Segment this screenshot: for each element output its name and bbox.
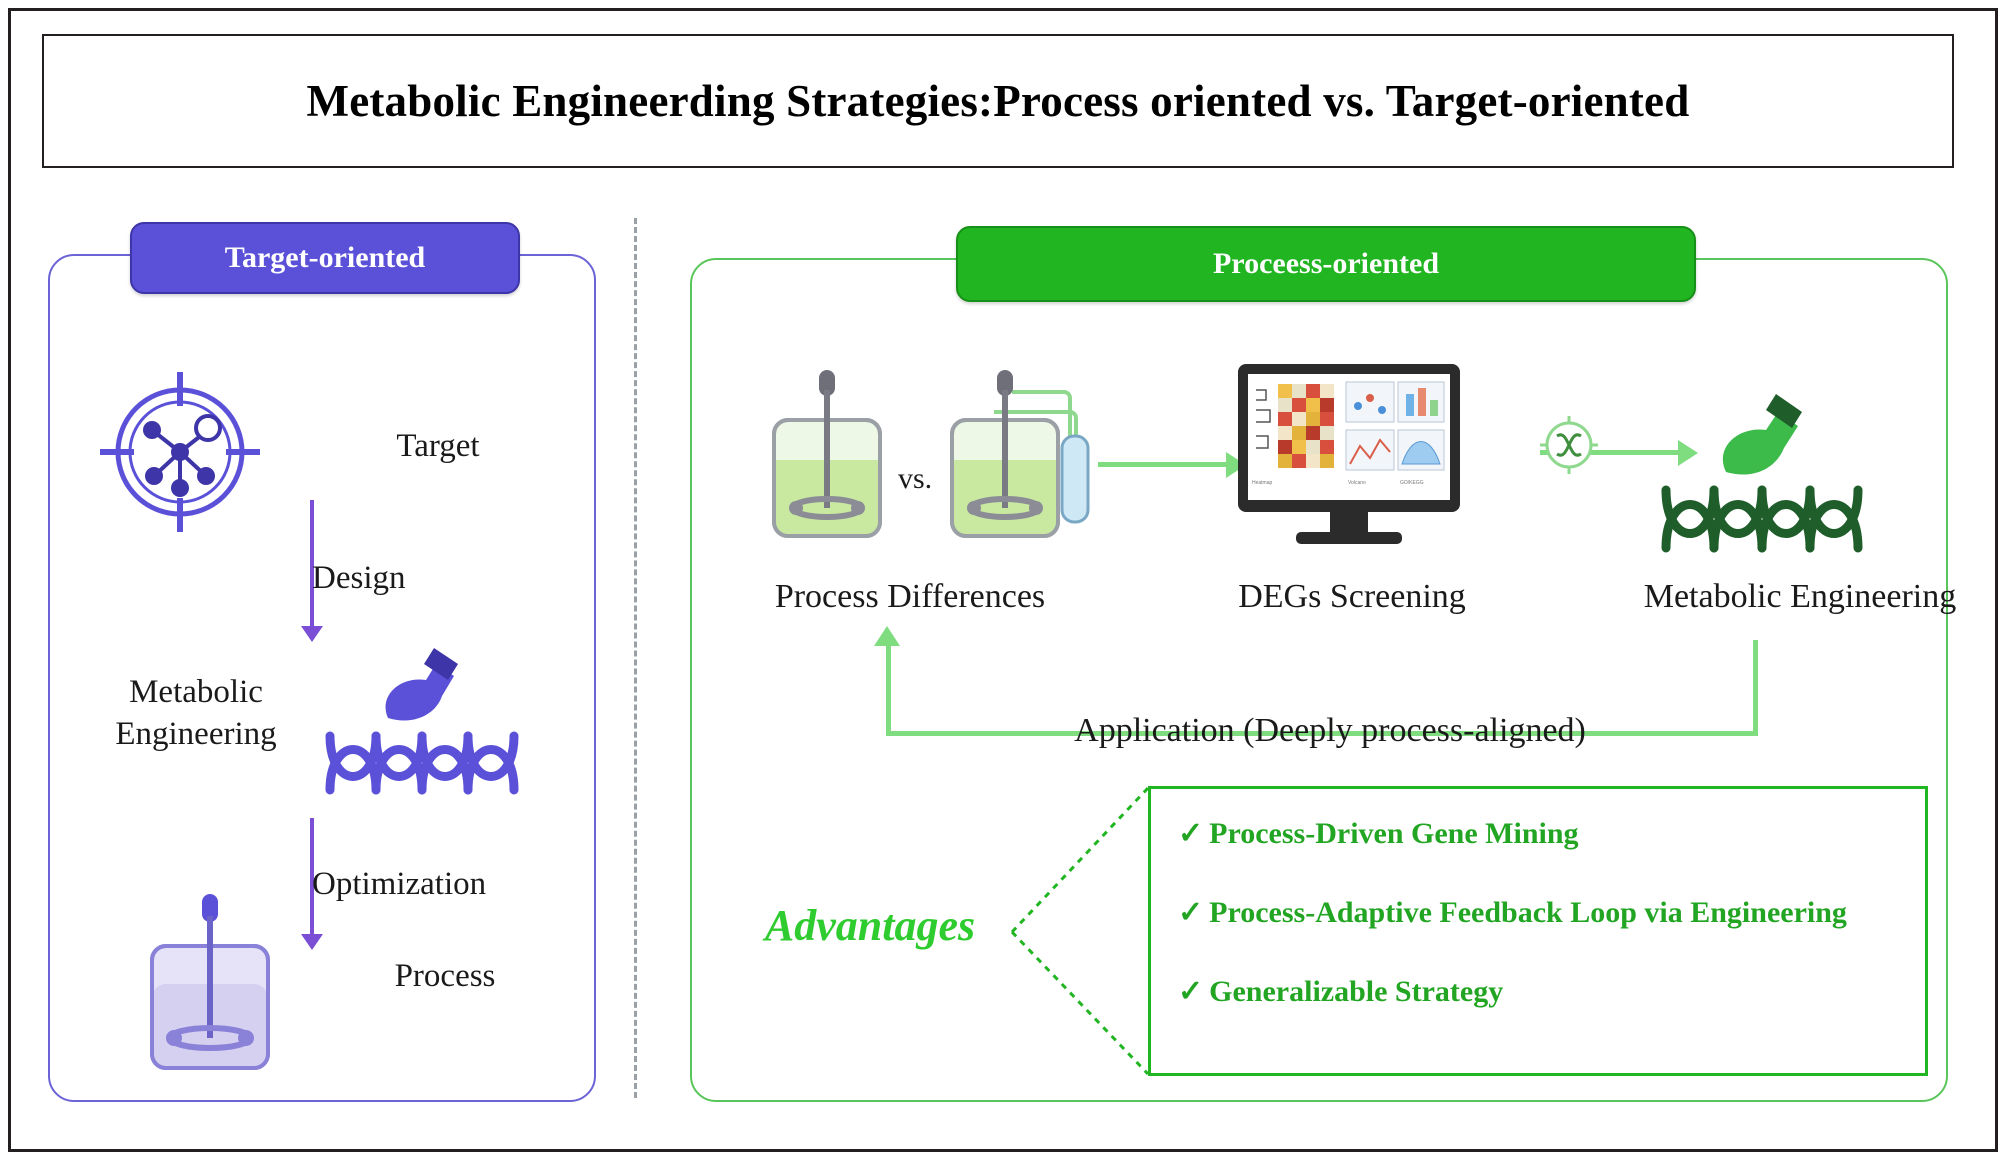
svg-text:Heatmap: Heatmap [1252,480,1273,486]
advantage-text: Generalizable Strategy [1209,975,1504,1008]
vs-label: vs. [898,462,933,495]
dna-pen-green-icon [1652,388,1882,558]
list-item [1178,816,1938,851]
optimization-arrow-label: Optimization [312,866,487,902]
stage-label-metabolic-engineering: Metabolic Engineering [1643,578,1957,615]
advantages-title: Advantages [764,901,976,950]
stage-label-degs-screening: DEGs Screening [1238,578,1466,615]
advantage-text: Process-Adaptive Feedback Loop via Engineering [1209,896,1847,929]
check-icon: ✓ [1178,817,1204,850]
process-node-label: Process [394,958,496,994]
flow-arrow-1 [1098,462,1228,467]
feedback-loop-label: Application (Deeply process-aligned) [1074,712,1586,749]
svg-text:Volcano: Volcano [1348,480,1366,486]
metabolic-engineering-label-line1: Metabolic [129,674,263,710]
dna-pen-icon [318,640,538,800]
feedback-loop-arrowhead [874,626,900,646]
list-item [1178,974,1938,1009]
svg-text:GO/KEGG: GO/KEGG [1400,480,1424,486]
monitor-heatmap-icon [1234,360,1464,550]
target-node-label: Target [396,428,480,464]
advantages-bracket [1010,786,1150,1076]
bioreactor-right-icon [940,360,1120,550]
list-item [1178,895,1938,930]
page-title: Metabolic Engineerding Strategies:Process oriented vs. Target-oriented [306,76,1690,126]
stage-label-process-differences: Process Differences [774,578,1046,615]
target-oriented-header-label: Target-oriented [224,241,426,274]
crosshair-molecule-icon [100,372,260,532]
title-box [42,34,1954,168]
advantage-text: Process-Driven Gene Mining [1209,817,1579,850]
process-oriented-header [956,226,1696,302]
bioreactor-left-icon [762,368,892,548]
check-icon: ✓ [1178,975,1204,1008]
advantages-list [1178,816,1938,1053]
metabolic-engineering-label-line2: Engineering [115,716,277,752]
bioreactor-icon [130,888,290,1078]
design-arrow-label: Design [312,560,406,596]
process-oriented-header-label: Proceess-oriented [1212,247,1440,280]
panel-divider [634,218,637,1098]
gene-target-icon [1532,408,1606,482]
target-oriented-header [130,222,520,294]
check-icon: ✓ [1178,896,1204,929]
